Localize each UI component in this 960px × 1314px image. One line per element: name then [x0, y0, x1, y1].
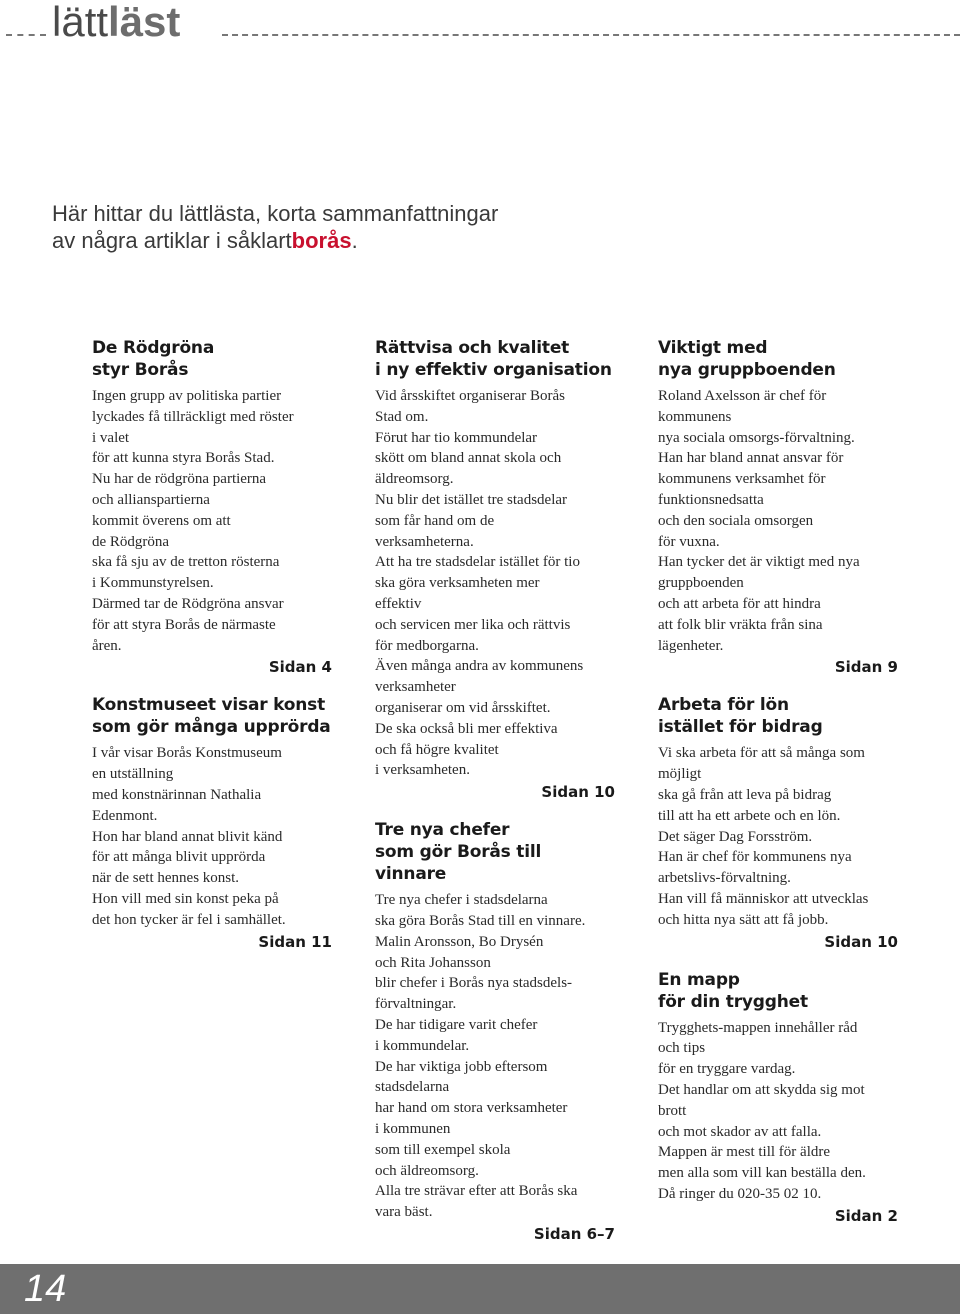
article-title	[658, 337, 898, 381]
article-body-line: och äldreomsorg.	[375, 1162, 479, 1179]
article-body-line: Därmed tar de Rödgröna ansvar	[92, 595, 284, 612]
article-body-line: I vår visar Borås Konstmuseum	[92, 745, 282, 762]
column-1	[92, 337, 332, 953]
article-body-line: och att arbeta för att hindra	[658, 595, 821, 612]
article-body	[375, 890, 615, 1223]
article-body-line: Stad om.	[375, 408, 429, 425]
article-spacer	[658, 953, 898, 969]
article-title-line: En mapp	[658, 969, 740, 990]
article-title-line: för din trygghet	[658, 991, 808, 1012]
intro-line-1: Här hittar du lättlästa, korta sammanfattningar	[52, 201, 499, 226]
article-body-line: Vid årsskiftet organiserar Borås	[375, 388, 566, 404]
article-body-line: har hand om stora verksamheter	[375, 1100, 568, 1117]
article-body-line: i kommunen	[375, 1120, 451, 1137]
article	[375, 819, 615, 1245]
article-body-line: Edenmont.	[92, 807, 158, 824]
article-body-line: Förut har tio kommundelar	[375, 429, 538, 446]
article-title-line: Tre nya chefer	[375, 820, 510, 841]
article-body-line: De ska också bli mer effektiva	[375, 720, 558, 737]
article-title-line: i ny effektiv organisation	[375, 360, 612, 380]
page-reference: Sidan 11	[258, 932, 332, 951]
article-body-line: det hon tycker är fel i samhället.	[92, 911, 286, 928]
article-title-line: som gör Borås till vinnare	[375, 842, 542, 885]
article-body-line: skött om bland annat skola och	[375, 450, 562, 467]
article-body-line: möjligt	[658, 766, 702, 783]
article-body-line: Alla tre strävar efter att Borås ska	[375, 1183, 578, 1200]
article-body-line: i valet	[92, 429, 130, 446]
article-body-line: i Kommunstyrelsen.	[92, 575, 214, 592]
page-reference: Sidan 10	[541, 783, 615, 802]
article-body-line: och tips	[658, 1040, 706, 1057]
article-body-line: för att många blivit upprörda	[92, 849, 266, 866]
article-title-line: De Rödgröna	[92, 338, 215, 358]
article-body-line: att folk blir vräkta från sina	[658, 616, 823, 633]
article-body-line: kommunens	[658, 408, 732, 425]
page-footer	[0, 1264, 960, 1314]
logo-light-part: lätt	[52, 0, 109, 45]
article-title	[92, 694, 332, 738]
article-body-line: och få högre kvalitet	[375, 741, 499, 758]
article-body-line: nya sociala omsorgs-förvaltning.	[658, 429, 855, 446]
article-body-line: Malin Aronsson, Bo Drysén	[375, 933, 544, 950]
intro-line-2	[52, 227, 752, 254]
article-body-line: för medborgarna.	[375, 637, 479, 654]
article-spacer	[92, 678, 332, 694]
article-body-line: för vuxna.	[658, 533, 720, 550]
article-body-line: och hitta nya sätt att få jobb.	[658, 911, 829, 928]
column-3	[658, 337, 898, 1227]
article-body	[658, 1018, 898, 1205]
article-body-line: när de sett hennes konst.	[92, 870, 240, 887]
article-body-line: Han har bland annat ansvar för	[658, 450, 844, 467]
article-body-line: Mappen är mest till för äldre	[658, 1144, 831, 1161]
column-2	[375, 337, 615, 1245]
article-body-line: De har tidigare varit chefer	[375, 1016, 538, 1033]
article-body-line: kommunens verksamhet för	[658, 471, 826, 488]
article-body-line: och Rita Johansson	[375, 954, 491, 971]
article-body-line: med konstnärinnan Nathalia	[92, 786, 262, 803]
article-title-line: Rättvisa och kvalitet	[375, 338, 570, 358]
article-body-line: De har viktiga jobb eftersom	[375, 1058, 548, 1075]
article-body-line: Trygghets-mappen innehåller råd	[658, 1019, 858, 1036]
article	[92, 337, 332, 678]
article-title	[92, 337, 332, 381]
article-body-line: Nu har de rödgröna partierna	[92, 471, 267, 488]
article-body-line: och servicen mer lika och rättvis	[375, 616, 571, 633]
article-body-line: ska göra verksamheten mer	[375, 575, 540, 592]
article-body-line: och mot skador av att falla.	[658, 1123, 822, 1140]
intro-text	[52, 200, 752, 254]
article-title	[375, 819, 615, 885]
article-body	[92, 386, 332, 656]
page-reference: Sidan 2	[834, 1206, 898, 1225]
article-spacer	[375, 803, 615, 819]
article-title-line: Arbeta för lön	[658, 695, 789, 716]
article-body-line: lägenheter.	[658, 637, 724, 654]
article-body	[658, 743, 898, 930]
page-reference: Sidan 6–7	[533, 1224, 615, 1243]
article-body-line: för att kunna styra Borås Stad.	[92, 450, 275, 467]
article-title-line: styr Borås	[92, 360, 189, 380]
article-body-line: Ingen grupp av politiska partier	[92, 388, 282, 404]
article-body-line: Då ringer du 020-35 02 10.	[658, 1185, 822, 1202]
article	[375, 337, 615, 803]
article-title	[375, 337, 615, 381]
article-body-line: och allianspartierna	[92, 491, 210, 508]
article-body	[658, 386, 898, 656]
article-body-line: Han vill få människor att utvecklas	[658, 890, 869, 907]
article	[92, 694, 332, 952]
article-body-line: kommit överens om att	[92, 512, 231, 529]
logo-bold-part: läst	[108, 0, 181, 45]
magazine-logo	[52, 0, 180, 46]
article-title-line: som gör många upprörda	[92, 717, 331, 738]
article-title	[658, 969, 898, 1013]
article-body-line: för att styra Borås de närmaste	[92, 616, 276, 633]
article-title-line: nya gruppboenden	[658, 360, 836, 380]
article-body-line: vara bäst.	[375, 1204, 433, 1221]
article-body-line: stadsdelarna	[375, 1079, 450, 1096]
article-body-line: Att ha tre stadsdelar istället för tio	[375, 554, 580, 571]
article-body-line: blir chefer i Borås nya stadsdels-	[375, 975, 573, 992]
article-body-line: i verksamheten.	[375, 762, 470, 779]
article-title-line: Konstmuseet visar konst	[92, 695, 326, 716]
article-body-line: effektiv	[375, 595, 422, 612]
article-body-line: verksamheterna.	[375, 533, 474, 550]
intro-line-2-text: av några artiklar i såklart	[52, 228, 292, 253]
article-title-line: istället för bidrag	[658, 717, 823, 738]
intro-period: .	[351, 228, 358, 253]
page-header	[0, 0, 960, 50]
article	[658, 694, 898, 952]
article-body-line: i kommundelar.	[375, 1037, 470, 1054]
article-body-line: Nu blir det istället tre stadsdelar	[375, 491, 568, 508]
article-body-line: Tre nya chefer i stadsdelarna	[375, 892, 548, 909]
article-body-line: äldreomsorg.	[375, 471, 454, 488]
page-number: 14	[24, 1268, 67, 1310]
article-body-line: till att ha ett arbete och en lön.	[658, 807, 841, 824]
article-body-line: Även många andra av kommunens	[375, 658, 584, 675]
article-body-line: de Rödgröna	[92, 533, 170, 550]
article-body-line: Vi ska arbeta för att så många som	[658, 745, 865, 762]
article-body-line: Hon vill med sin konst peka på	[92, 890, 279, 907]
article-body-line: organiserar om vid årsskiftet.	[375, 699, 551, 716]
article-body-line: Han är chef för kommunens nya	[658, 849, 852, 866]
article-body	[92, 743, 332, 930]
article-body	[375, 386, 615, 781]
article-body-line: åren.	[92, 637, 122, 654]
article-title-line: Viktigt med	[658, 338, 768, 358]
article-body-line: Hon har bland annat blivit känd	[92, 828, 283, 845]
article-body-line: ska göra Borås Stad till en vinnare.	[375, 912, 586, 929]
article-body-line: Roland Axelsson är chef för	[658, 388, 827, 404]
article-body-line: ska få sju av de tretton rösterna	[92, 554, 280, 571]
article-body-line: funktionsnedsatta	[658, 491, 764, 508]
page-reference: Sidan 10	[824, 932, 898, 951]
article-body-line: förvaltningar.	[375, 996, 457, 1013]
article-body-line: Han tycker det är viktigt med nya	[658, 554, 860, 571]
article-body-line: gruppboenden	[658, 575, 744, 592]
article-body-line: brott	[658, 1102, 687, 1119]
article-body-line: som till exempel skola	[375, 1141, 511, 1158]
article-body-line: och den sociala omsorgen	[658, 512, 814, 529]
article	[658, 969, 898, 1227]
dashed-rule-left	[6, 34, 46, 36]
dashed-rule-right	[222, 34, 960, 36]
article-body-line: lyckades få tillräckligt med röster	[92, 408, 294, 425]
article-body-line: för en tryggare vardag.	[658, 1061, 796, 1078]
page-reference: Sidan 9	[834, 658, 898, 677]
article-body-line: arbetslivs-förvaltning.	[658, 870, 791, 887]
article-body-line: ska gå från att leva på bidrag	[658, 786, 832, 803]
article	[658, 337, 898, 678]
article-body-line: men alla som vill kan beställa den.	[658, 1165, 866, 1182]
intro-brand: borås	[291, 228, 352, 253]
article-title	[658, 694, 898, 738]
page-reference: Sidan 4	[268, 658, 332, 677]
article-spacer	[658, 678, 898, 694]
article-body-line: Det handlar om att skydda sig mot	[658, 1081, 865, 1098]
article-body-line: Det säger Dag Forsström.	[658, 828, 813, 845]
article-body-line: en utställning	[92, 766, 174, 783]
article-body-line: verksamheter	[375, 679, 456, 696]
article-body-line: som får hand om de	[375, 512, 495, 529]
